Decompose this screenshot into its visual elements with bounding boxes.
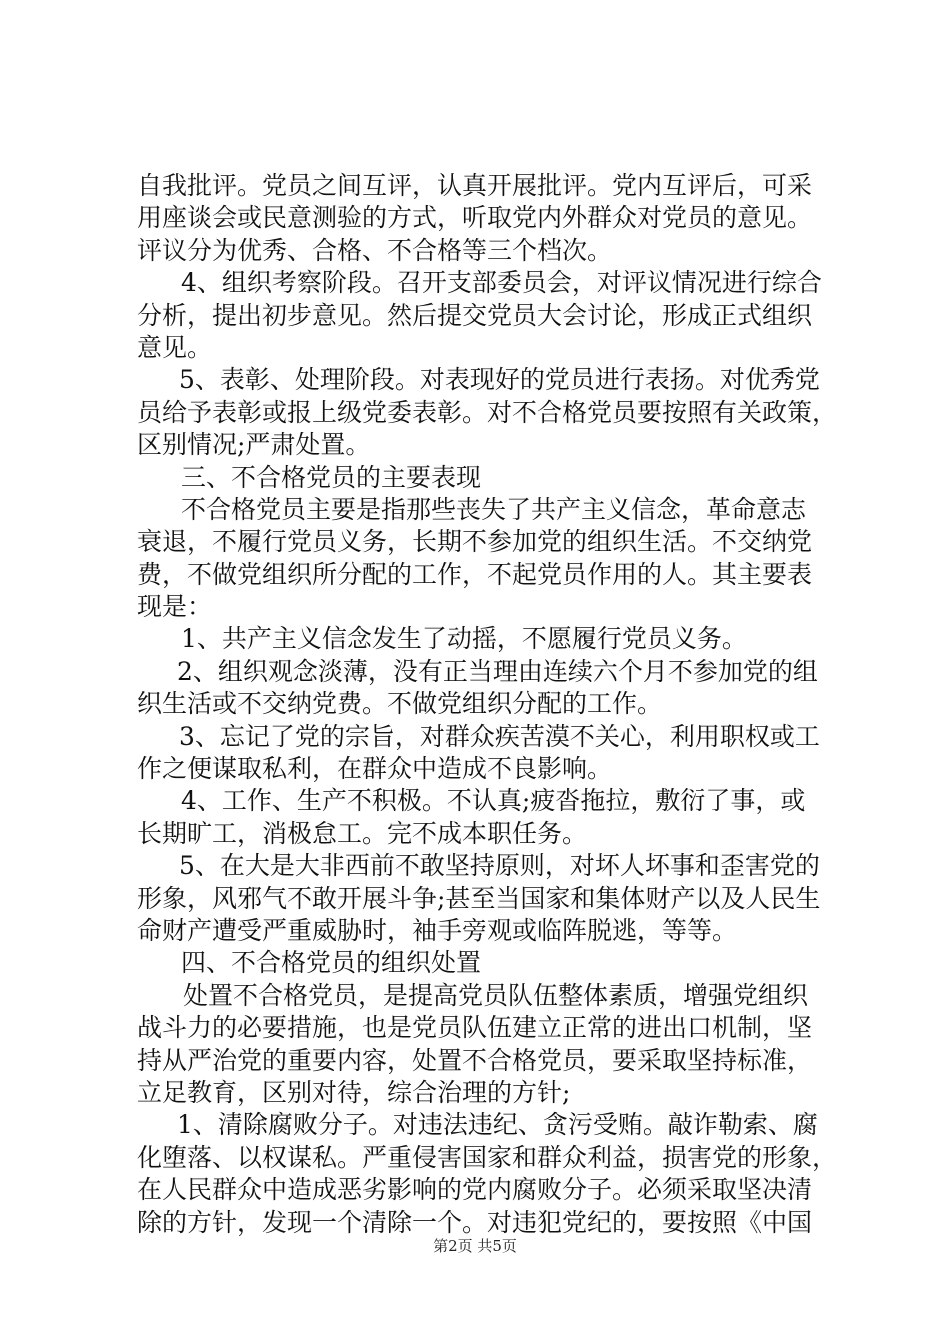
text-line: 不合格党员主要是指那些丧失了共产主义信念，革命意志 — [181, 494, 807, 524]
text-line: 1、清除腐败分子。对违法违纪、贪污受贿。敲诈勒索、腐 — [177, 1110, 818, 1140]
text-line: 费，不做党组织所分配的工作，不起党员作用的人。其主要表 — [137, 559, 813, 589]
text-line: 衰退，不履行党员义务，长期不参加党的组织生活。不交纳党 — [137, 527, 813, 557]
text-line: 现是： — [137, 592, 213, 622]
text-line: 除的方针，发现一个清除一个。对违犯党纪的，要按照《中国 — [137, 1207, 813, 1237]
text-line: 三、不合格党员的主要表现 — [181, 462, 482, 492]
document-body — [137, 170, 837, 1239]
text-line: 5、表彰、处理阶段。对表现好的党员进行表扬。对优秀党 — [179, 365, 820, 395]
text-line: 作之便谋取私利，在群众中造成不良影响。 — [137, 754, 613, 784]
text-line: 2、组织观念淡薄，没有正当理由连续六个月不参加党的组 — [177, 656, 818, 686]
text-line: 织生活或不交纳党费。不做党组织分配的工作。 — [137, 689, 663, 719]
text-line: 处置不合格党员，是提高党员队伍整体素质，增强党组织 — [183, 980, 809, 1010]
text-line: 用座谈会或民意测验的方式，听取党内外群众对党员的意见。 — [137, 203, 813, 233]
text-line: 意见。 — [137, 332, 213, 362]
text-line: 4、组织考察阶段。召开支部委员会，对评议情况进行综合 — [181, 268, 822, 298]
text-line: 4、工作、生产不积极。不认真;疲沓拖拉，敷衍了事，或 — [181, 786, 806, 816]
text-line: 战斗力的必要措施，也是党员队伍建立正常的进出口机制，坚 — [137, 1013, 813, 1043]
page-footer: 第2页 共5页 — [433, 1237, 517, 1255]
text-line: 长期旷工，消极怠工。完不成本职任务。 — [137, 818, 588, 848]
text-line: 评议分为优秀、合格、不合格等三个档次。 — [137, 235, 613, 265]
text-line: 3、忘记了党的宗旨，对群众疾苦漠不关心，利用职权或工 — [179, 721, 820, 751]
text-line: 在人民群众中造成恶劣影响的党内腐败分子。必须采取坚决清 — [137, 1175, 813, 1205]
text-line: 四、不合格党员的组织处置 — [181, 948, 482, 978]
text-line: 员给予表彰或报上级党委表彰。对不合格党员要按照有关政策， — [137, 397, 838, 427]
text-line: 5、在大是大非西前不敢坚持原则，对坏人坏事和歪害党的 — [179, 851, 820, 881]
text-line: 自我批评。党员之间互评，认真开展批评。党内互评后，可采 — [137, 171, 813, 200]
text-line: 区别情况;严肃处置。 — [137, 430, 371, 460]
text-line: 1、共产主义信念发生了动摇，不愿履行党员义务。 — [181, 624, 747, 654]
text-line: 持从严治党的重要内容，处置不合格党员，要采取坚持标准， — [137, 1045, 813, 1075]
text-line: 形象，风邪气不敢开展斗争;甚至当国家和集体财产以及人民生 — [137, 883, 821, 913]
text-line: 命财产遭受严重威胁时，袖手旁观或临阵脱逃，等等。 — [137, 915, 738, 945]
text-line: 化堕落、以权谋私。严重侵害国家和群众利益，损害党的形象， — [137, 1142, 838, 1172]
text-line: 立足教育，区别对待，综合治理的方针; — [137, 1077, 571, 1107]
text-line: 分析，提出初步意见。然后提交党员大会讨论，形成正式组织 — [137, 300, 813, 330]
